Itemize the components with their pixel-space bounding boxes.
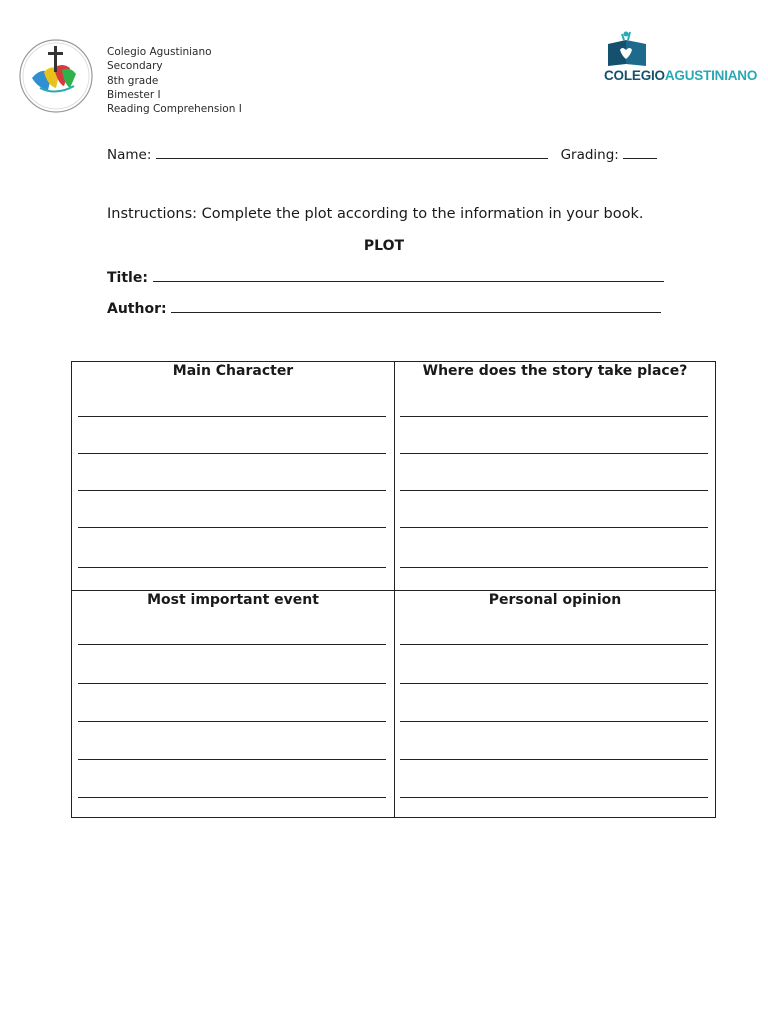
name-blank[interactable] — [156, 146, 548, 159]
writing-line[interactable] — [78, 797, 386, 798]
name-label: Name: — [107, 147, 152, 163]
author-row — [107, 300, 661, 317]
brand-logo — [600, 30, 758, 90]
title-blank[interactable] — [153, 269, 664, 282]
cell-heading: Main Character — [172, 363, 294, 379]
writing-line[interactable] — [78, 453, 386, 454]
cell-heading: Where does the story take place? — [422, 363, 688, 379]
school-bimester: Bimester I — [107, 88, 161, 101]
author-label: Author: — [107, 301, 167, 317]
cell-setting — [394, 362, 716, 590]
brand-word-1: COLEGIO — [604, 68, 665, 83]
writing-line[interactable] — [400, 490, 708, 491]
cell-important-event — [72, 591, 394, 819]
book-heart-icon — [600, 30, 740, 68]
writing-line[interactable] — [78, 490, 386, 491]
writing-line[interactable] — [400, 797, 708, 798]
writing-line[interactable] — [78, 567, 386, 568]
school-info — [107, 45, 242, 116]
writing-line[interactable] — [78, 644, 386, 645]
title-label: Title: — [107, 270, 148, 286]
writing-line[interactable] — [400, 527, 708, 528]
writing-line[interactable] — [78, 527, 386, 528]
writing-line[interactable] — [400, 759, 708, 760]
school-seal-logo — [18, 38, 94, 114]
instructions-text: Instructions: Complete the plot according to the information in your book. — [107, 206, 644, 222]
writing-line[interactable] — [400, 567, 708, 568]
plot-grid — [71, 361, 716, 818]
grading-label: Grading: — [560, 147, 619, 163]
writing-line[interactable] — [78, 721, 386, 722]
cell-main-character — [72, 362, 394, 590]
cell-heading: Personal opinion — [488, 592, 622, 608]
writing-line[interactable] — [400, 721, 708, 722]
plot-heading: PLOT — [363, 238, 405, 254]
school-section: Secondary — [107, 60, 163, 73]
title-row — [107, 269, 664, 286]
author-blank[interactable] — [171, 300, 661, 313]
writing-line[interactable] — [400, 683, 708, 684]
brand-wordmark — [604, 68, 757, 83]
writing-line[interactable] — [78, 759, 386, 760]
cell-personal-opinion — [394, 591, 716, 819]
school-grade: 8th grade — [107, 74, 159, 87]
grading-blank[interactable] — [623, 146, 657, 159]
school-name: Colegio Agustiniano — [107, 46, 212, 58]
writing-line[interactable] — [400, 453, 708, 454]
writing-line[interactable] — [78, 683, 386, 684]
cell-heading: Most important event — [147, 592, 319, 608]
brand-word-2: AGUSTINIANO — [664, 68, 758, 83]
school-subject: Reading Comprehension I — [107, 103, 242, 116]
writing-line[interactable] — [78, 416, 386, 417]
name-grading-row — [107, 146, 657, 163]
writing-line[interactable] — [400, 644, 708, 645]
writing-line[interactable] — [400, 416, 708, 417]
